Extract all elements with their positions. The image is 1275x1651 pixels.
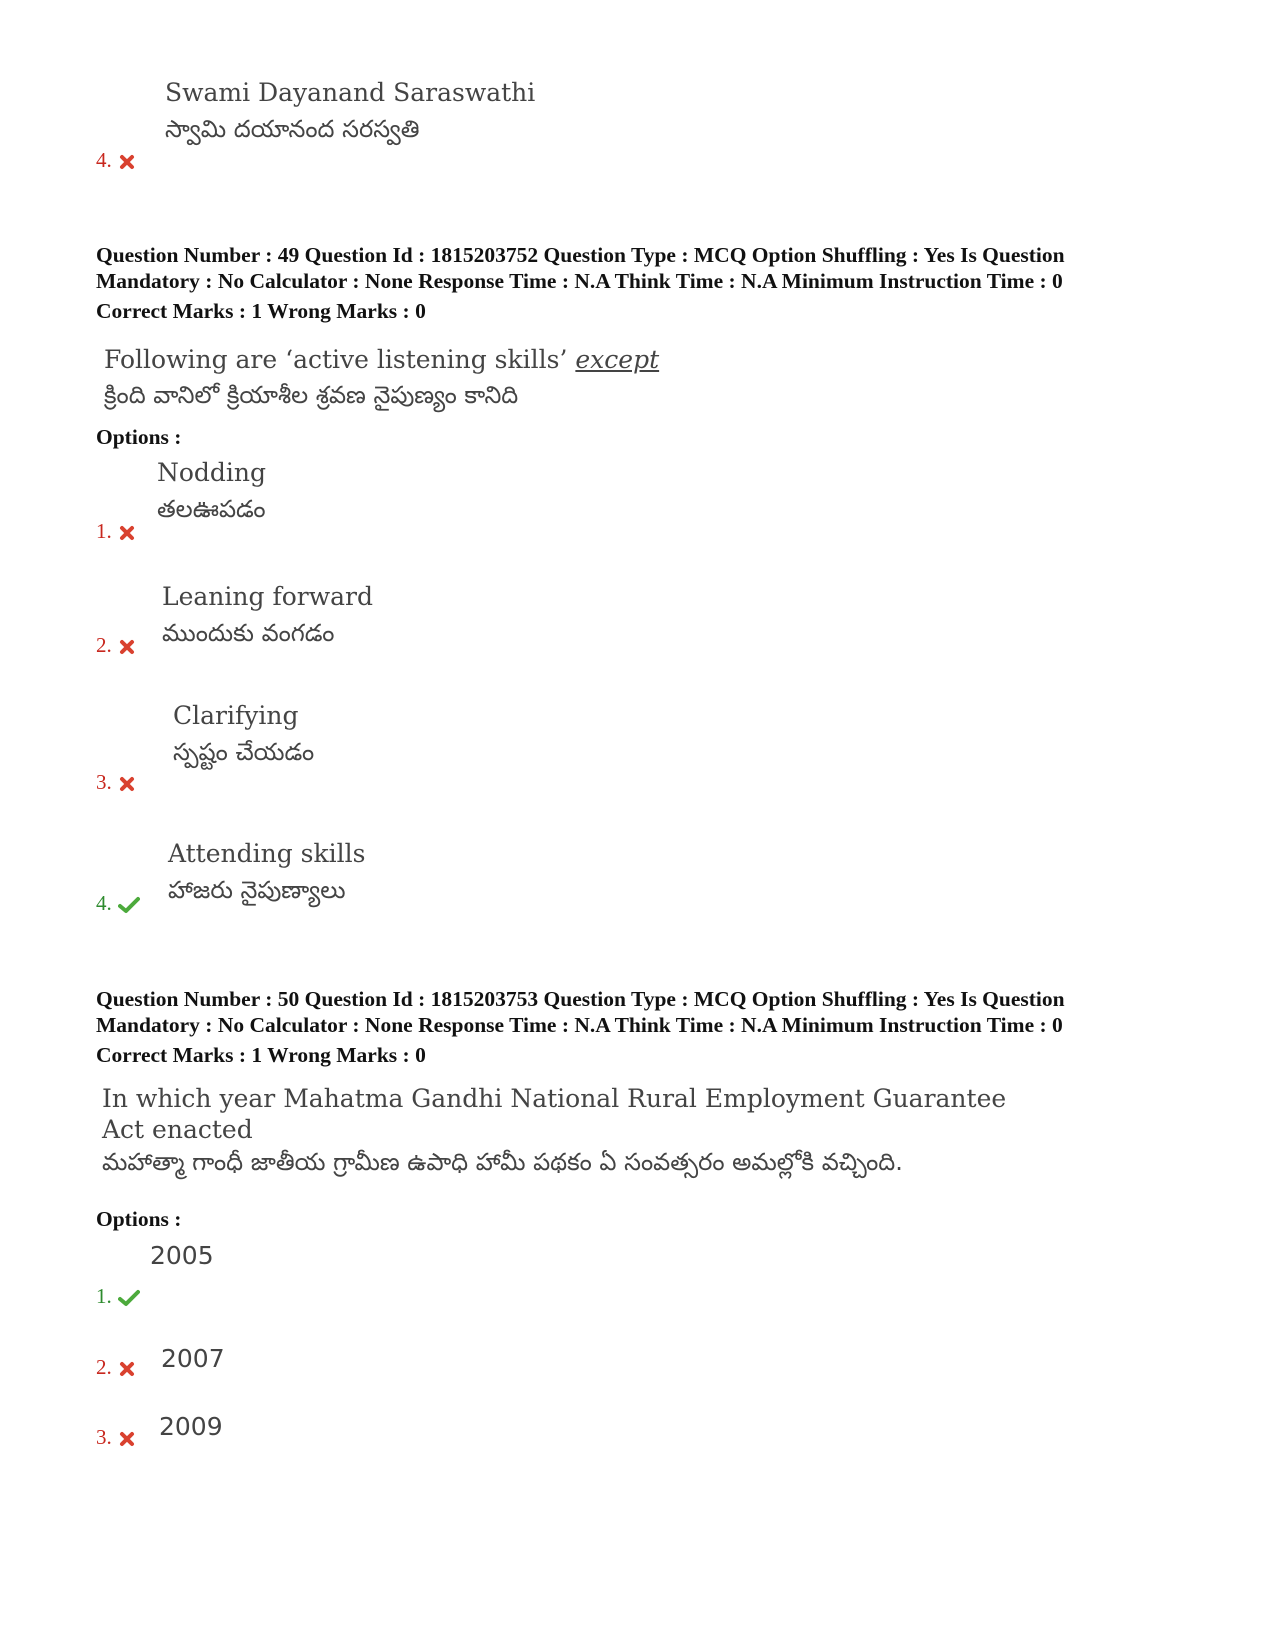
q50-question-te: మహాత్మా గాంధీ జాతీయ గ్రామీణ ఉపాధి హామీ పథకం ఏ సంవత్సరం అమల్లోకి వచ్చింది. — [102, 1148, 903, 1176]
q49-option-3-text-en: Clarifying — [173, 701, 299, 730]
q49-meta-line2: Mandatory : No Calculator : None Response Time : N.A Think Time : N.A Minimum Instruction Time : 0 — [96, 269, 1063, 293]
q50-option-2-marker — [96, 1355, 136, 1380]
q50-question-en-line2: Act enacted — [102, 1115, 253, 1144]
q49-option-2-text-te: ముందుకు వంగడం — [162, 619, 335, 647]
q50-meta-line2: Mandatory : No Calculator : None Response Time : N.A Think Time : N.A Minimum Instruction Time : 0 — [96, 1013, 1063, 1037]
option-number: 1. — [96, 1284, 112, 1308]
q49-option-2-text-en: Leaning forward — [162, 582, 373, 611]
cross-mark-icon — [118, 774, 136, 792]
cross-mark-icon — [118, 523, 136, 541]
prev-option-4-text-en: Swami Dayanand Saraswathi — [165, 78, 536, 107]
q49-option-4-text-en: Attending skills — [168, 839, 366, 868]
q49-question-en — [104, 345, 659, 374]
q50-meta — [96, 986, 1196, 1038]
q49-question-en-emphasis: except — [575, 345, 660, 374]
q49-option-1-text-en: Nodding — [157, 458, 267, 487]
cross-mark-icon — [118, 1359, 136, 1377]
q49-options-label: Options : — [96, 425, 182, 449]
q49-question-te: క్రింది వానిలో క్రియాశీల శ్రవణ నైపుణ్యం కానిది — [104, 381, 519, 409]
q49-option-3-marker — [96, 770, 136, 795]
cross-mark-icon — [118, 637, 136, 655]
q49-option-1-text-te: తలఊపడం — [157, 495, 266, 523]
option-number: 3. — [96, 770, 112, 794]
q49-meta-line1: Question Number : 49 Question Id : 1815203752 Question Type : MCQ Option Shuffling : Yes Is Question — [96, 243, 1065, 267]
cross-mark-icon — [118, 1429, 136, 1447]
q49-meta — [96, 242, 1196, 294]
q49-marks: Correct Marks : 1 Wrong Marks : 0 — [96, 299, 426, 323]
prev-option-4-text-te: స్వామి దయానంద సరస్వతి — [165, 115, 420, 143]
option-number: 4. — [96, 891, 112, 915]
option-number: 1. — [96, 519, 112, 543]
q50-option-3-text: 2009 — [159, 1412, 223, 1441]
q50-marks: Correct Marks : 1 Wrong Marks : 0 — [96, 1043, 426, 1067]
q49-option-3-text-te: స్పష్టం చేయడం — [173, 738, 315, 766]
prev-option-4-marker — [96, 148, 136, 173]
q50-option-3-marker — [96, 1425, 136, 1450]
cross-mark-icon — [118, 152, 136, 170]
option-number: 3. — [96, 1425, 112, 1449]
check-mark-icon — [118, 1288, 136, 1306]
q49-option-4-text-te: హాజరు నైపుణ్యాలు — [168, 876, 346, 904]
check-mark-icon — [118, 895, 136, 913]
option-number: 2. — [96, 1355, 112, 1379]
q50-meta-line1: Question Number : 50 Question Id : 1815203753 Question Type : MCQ Option Shuffling : Yes Is Question — [96, 987, 1065, 1011]
q49-option-2-marker — [96, 633, 136, 658]
option-number: 2. — [96, 633, 112, 657]
q50-question-en-line1: In which year Mahatma Gandhi National Rural Employment Guarantee — [102, 1084, 1007, 1113]
q50-option-1-text: 2005 — [150, 1241, 214, 1270]
q49-option-1-marker — [96, 519, 136, 544]
q49-question-en-prefix: Following are ‘active listening skills’ — [104, 345, 576, 374]
q49-option-4-marker — [96, 891, 136, 916]
q50-options-label: Options : — [96, 1207, 182, 1231]
q50-option-1-marker — [96, 1284, 136, 1309]
q50-option-2-text: 2007 — [161, 1344, 225, 1373]
option-number: 4. — [96, 148, 112, 172]
